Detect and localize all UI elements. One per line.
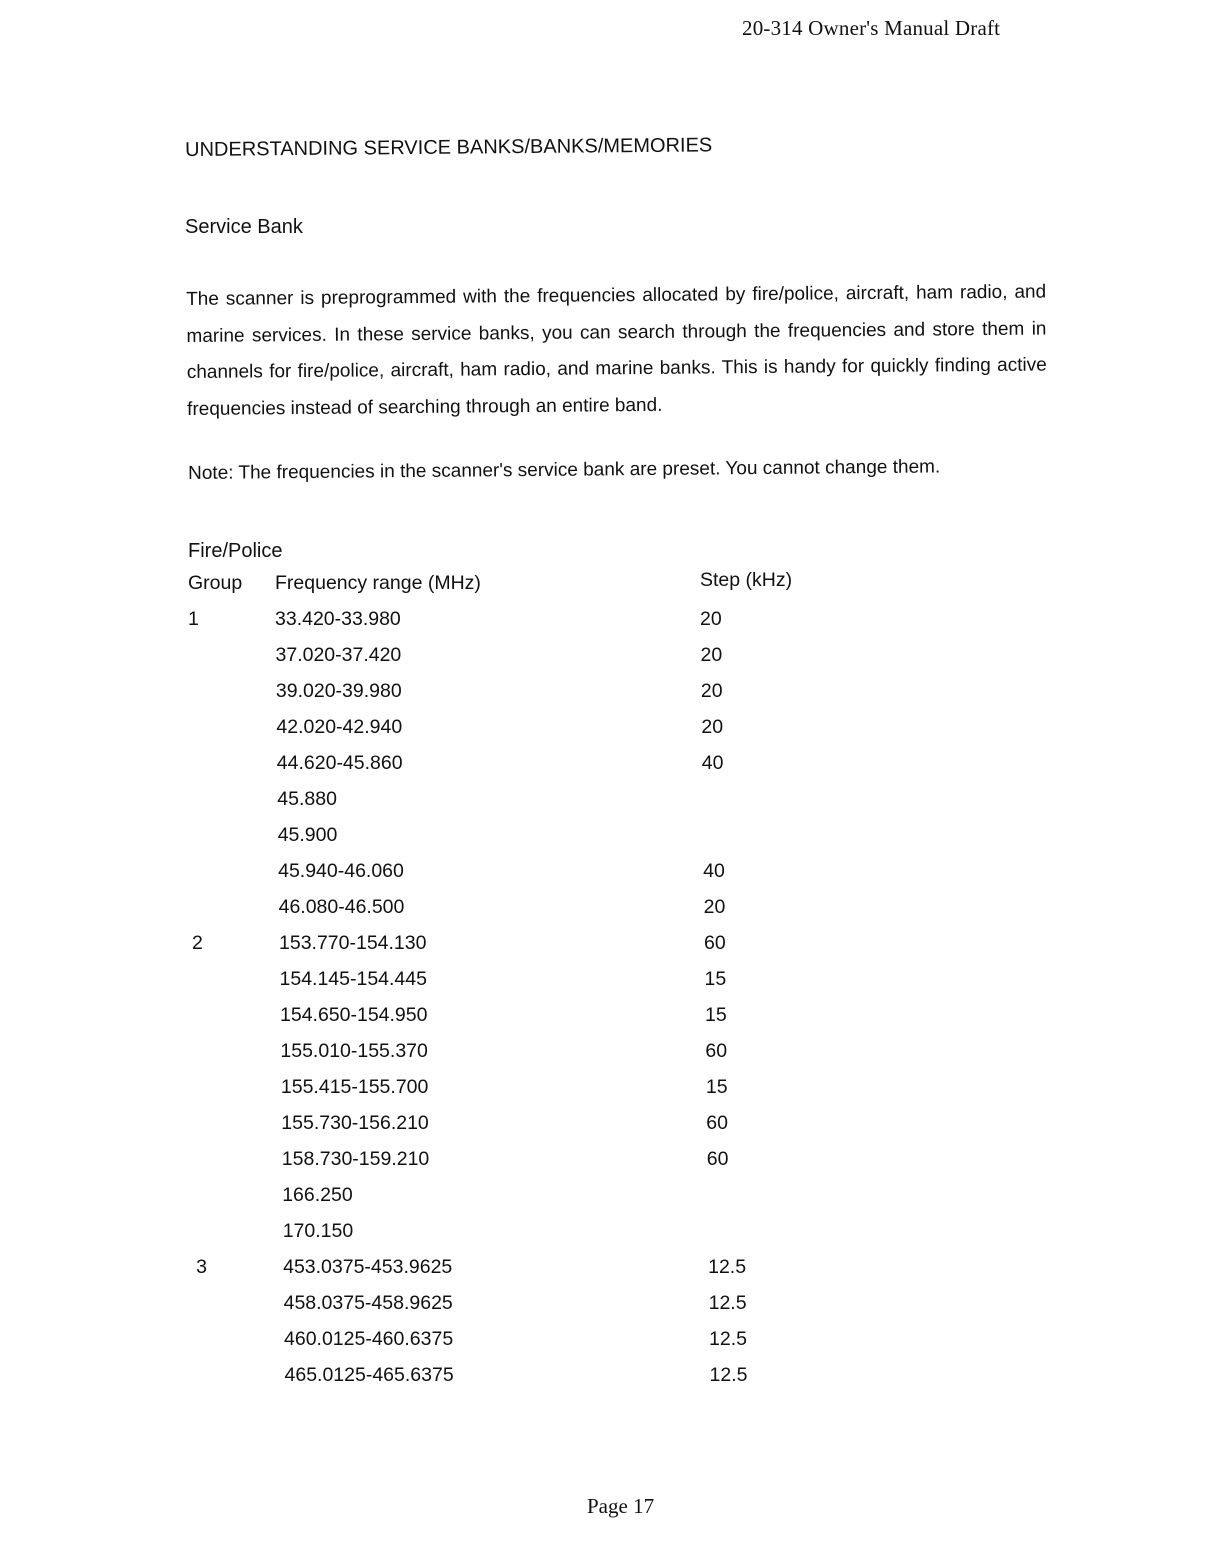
step-cell: 15 (704, 968, 727, 990)
table-row (196, 1256, 888, 1292)
frequency-range-cell: 458.0375-458.9625 (283, 1292, 453, 1314)
column-header-group: Group (188, 572, 243, 594)
table-header-row (188, 569, 888, 608)
frequency-range-cell: 158.730-159.210 (281, 1148, 430, 1170)
step-cell: 60 (704, 932, 726, 954)
frequency-range-cell: 453.0375-453.9625 (283, 1256, 453, 1278)
table-row (194, 1076, 888, 1112)
table-row (191, 860, 888, 896)
step-cell: 60 (705, 1040, 728, 1062)
section-title: UNDERSTANDING SERVICE BANKS/BANKS/MEMORIES (185, 134, 713, 161)
table-row (196, 1220, 888, 1256)
step-cell: 60 (706, 1112, 728, 1134)
frequency-range-cell: 44.620-45.860 (276, 752, 403, 774)
step-cell: 12.5 (708, 1292, 747, 1314)
intro-paragraph: The scanner is preprogrammed with the frequencies allocated by fire/police, aircraft, ham radio, and marine services. In these service banks, you can search through the frequencies and store them in channels for fire/police, aircraft, ham radio, and marine banks. This is handy for quickly finding active frequencies instead of searching through an entire band. (186, 281, 1047, 420)
table-row (194, 1112, 888, 1148)
step-cell: 12.5 (709, 1328, 747, 1350)
frequency-range-cell: 465.0125-465.6375 (284, 1364, 454, 1386)
column-header-range: Frequency range (MHz) (275, 572, 481, 594)
table-row (189, 680, 888, 716)
step-cell: 15 (705, 1004, 727, 1026)
table-row (189, 716, 888, 752)
step-cell: 40 (701, 752, 724, 774)
frequency-range-cell: 154.650-154.950 (280, 1004, 428, 1026)
frequency-range-cell: 170.150 (282, 1220, 354, 1242)
subsection-title: Service Bank (185, 216, 303, 238)
fire-police-title: Fire/Police (188, 540, 283, 562)
step-cell: 12.5 (709, 1364, 748, 1386)
column-header-step: Step (kHz) (700, 569, 793, 591)
group-cell: 2 (192, 932, 203, 954)
step-cell: 60 (706, 1148, 729, 1170)
page-number: Page 17 (587, 1494, 655, 1518)
table-row (195, 1184, 888, 1220)
frequency-range-cell: 46.080-46.500 (278, 896, 405, 918)
step-cell: 20 (700, 644, 723, 666)
step-cell: 20 (700, 608, 722, 630)
table-row (190, 788, 888, 824)
frequency-range-cell: 166.250 (282, 1184, 353, 1206)
frequency-range-cell: 37.020-37.420 (275, 644, 402, 666)
frequency-range-cell: 155.415-155.700 (280, 1076, 429, 1098)
table-row (192, 932, 888, 968)
step-cell: 20 (700, 680, 723, 702)
table-row (190, 752, 888, 788)
table-row (193, 968, 889, 1004)
frequency-range-cell: 33.420-33.980 (275, 608, 401, 630)
table-row (193, 1004, 888, 1040)
table-row (197, 1328, 888, 1364)
frequency-range-cell: 45.900 (277, 824, 338, 846)
frequency-range-cell: 154.145-154.445 (279, 968, 427, 990)
table-row (197, 1292, 888, 1328)
group-cell: 1 (188, 608, 199, 630)
frequency-range-cell: 155.730-156.210 (281, 1112, 429, 1134)
table-row (198, 1364, 889, 1400)
step-cell: 40 (703, 860, 725, 882)
frequency-range-cell: 460.0125-460.6375 (284, 1328, 454, 1350)
table-body (188, 608, 888, 1400)
frequency-range-cell: 45.940-46.060 (278, 860, 404, 882)
table-row (189, 644, 889, 680)
group-cell: 3 (196, 1256, 207, 1278)
table-row (188, 608, 888, 644)
frequency-range-cell: 155.010-155.370 (280, 1040, 428, 1062)
step-cell: 20 (703, 896, 726, 918)
table-row (191, 824, 888, 860)
preset-note: Note: The frequencies in the scanner's service bank are preset. You cannot change them. (188, 456, 941, 484)
frequency-range-cell: 39.020-39.980 (275, 680, 402, 702)
running-header: 20-314 Owner's Manual Draft (742, 16, 1001, 40)
table-row (193, 1040, 888, 1076)
table-row (192, 896, 888, 932)
frequency-table (188, 569, 888, 1400)
frequency-range-cell: 153.770-154.130 (279, 932, 427, 954)
step-cell: 12.5 (708, 1256, 747, 1278)
table-row (195, 1148, 888, 1184)
frequency-range-cell: 42.020-42.940 (276, 716, 403, 738)
step-cell: 20 (701, 716, 724, 738)
step-cell: 15 (705, 1076, 728, 1098)
frequency-range-cell: 45.880 (277, 788, 337, 810)
